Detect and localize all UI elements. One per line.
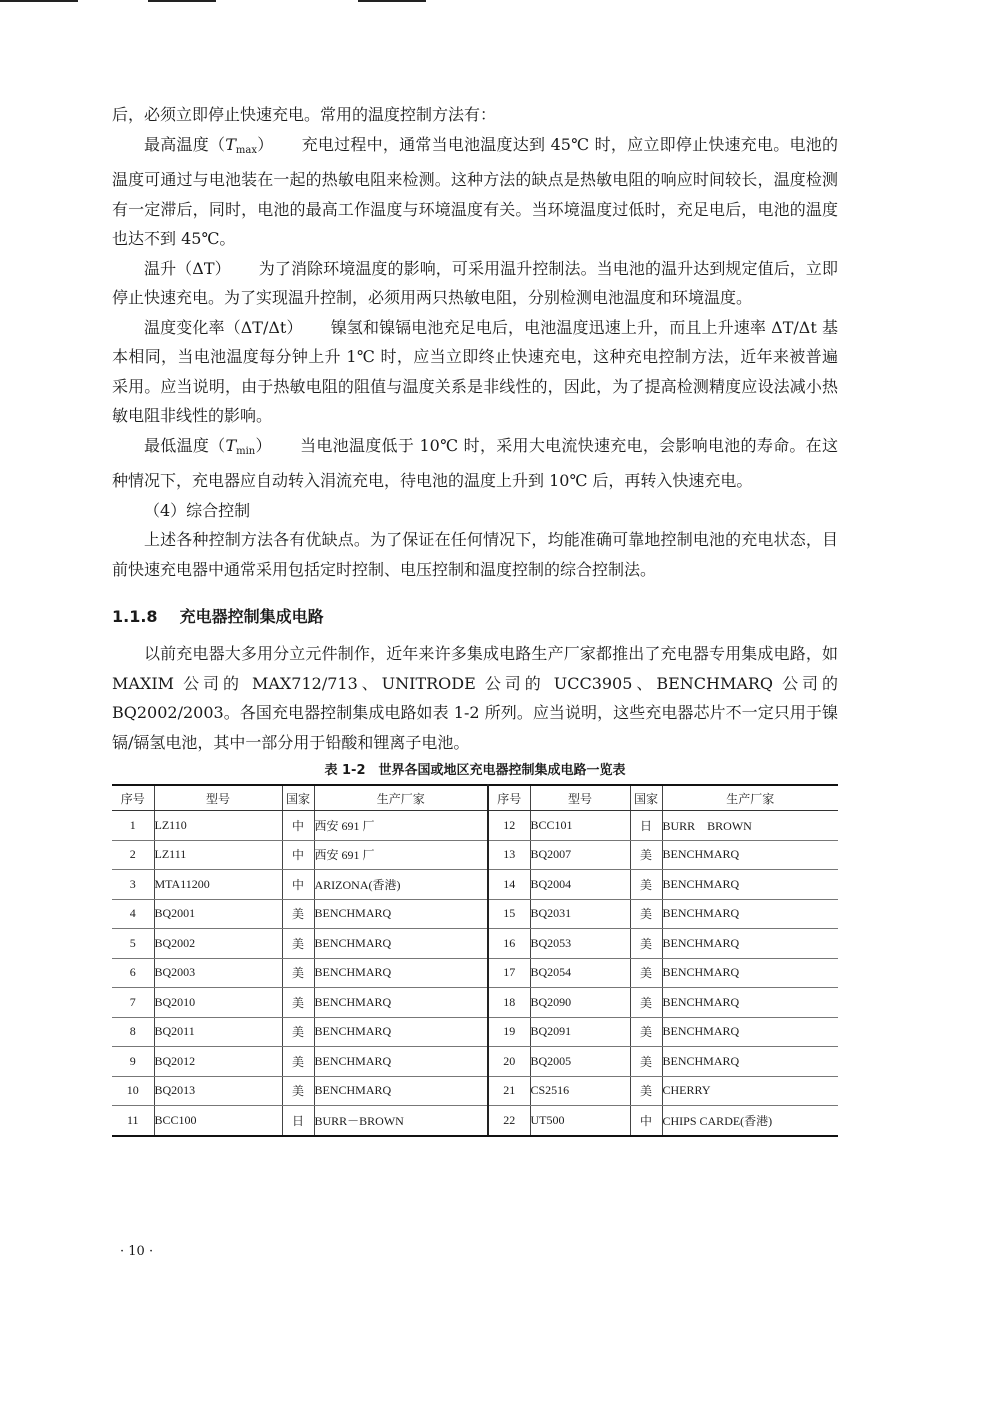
table-cell: MTA11200 xyxy=(154,870,282,900)
table-cell: 美 xyxy=(282,988,314,1018)
table-row xyxy=(112,958,838,988)
table-caption: 表 1-2 世界各国或地区充电器控制集成电路一览表 xyxy=(324,763,626,778)
table-cell: 中 xyxy=(282,811,314,841)
table-row xyxy=(112,988,838,1018)
table-cell: BQ2012 xyxy=(154,1047,282,1077)
table-cell: 美 xyxy=(282,1017,314,1047)
table-cell: 美 xyxy=(630,840,662,870)
method-term: 最高温度$(T_{max})$ xyxy=(144,134,274,156)
table-row xyxy=(112,899,838,929)
table-cell: BQ2054 xyxy=(530,958,630,988)
table-cell: LZ110 xyxy=(154,811,282,841)
table-cell: BQ2013 xyxy=(154,1076,282,1106)
table-cell: BENCHMARQ xyxy=(662,1017,838,1047)
table-cell: 中 xyxy=(282,870,314,900)
table-cell: BQ2090 xyxy=(530,988,630,1018)
table-cell: BQ2053 xyxy=(530,929,630,959)
table-cell: BENCHMARQ xyxy=(314,899,488,929)
table-cell: BQ2007 xyxy=(530,840,630,870)
table-cell: 10 xyxy=(112,1076,154,1106)
table-cell: 16 xyxy=(488,929,530,959)
method-term: 温度变化率（ΔT/Δt） xyxy=(144,317,303,337)
table-cell: 日 xyxy=(630,811,662,841)
table-cell: BQ2001 xyxy=(154,899,282,929)
table-row xyxy=(112,870,838,900)
table-row xyxy=(112,840,838,870)
table-cell: BENCHMARQ xyxy=(314,1047,488,1077)
table-row xyxy=(112,1017,838,1047)
section-number: 1.1.8 xyxy=(112,607,158,626)
table-cell: 12 xyxy=(488,811,530,841)
table-row xyxy=(112,811,838,841)
table-cell: 美 xyxy=(282,899,314,929)
intro-paragraph: 后，必须立即停止快速充电。常用的温度控制方法有： xyxy=(112,105,497,124)
table-row xyxy=(112,929,838,959)
table-cell: BENCHMARQ xyxy=(662,929,838,959)
table-cell: 美 xyxy=(630,1017,662,1047)
table-cell: 美 xyxy=(282,929,314,959)
table-cell: 13 xyxy=(488,840,530,870)
method-temp-rate xyxy=(112,313,838,431)
table-cell: 14 xyxy=(488,870,530,900)
method-min-temp xyxy=(112,431,838,496)
table-cell: 17 xyxy=(488,958,530,988)
table-cell: 18 xyxy=(488,988,530,1018)
table-cell: BQ2004 xyxy=(530,870,630,900)
table-cell: 22 xyxy=(488,1106,530,1136)
table-cell: 日 xyxy=(282,1106,314,1136)
method-text: 充电过程中，通常当电池温度达到 45℃ 时，应立即停止快速充电。电池的温度可通过与电池装在一起的热敏电阻来检测。这种方法的缺点是热敏电阻的响应时间较长，温度检测有一定滞后，同时，电池的最高工作温度与环境温度有关。当环境温度过低时，充足电后，电池的温度也达不到 45℃。 xyxy=(112,134,838,248)
method-text: 为了消除环境温度的影响，可采用温升控制法。当电池的温升达到规定值后，立即停止快速充电。为了实现温升控制，必须用两只热敏电阻，分别检测电池温度和环境温度。 xyxy=(112,258,838,307)
table-cell: BQ2010 xyxy=(154,988,282,1018)
table-cell: 美 xyxy=(630,870,662,900)
method-temp-rise xyxy=(112,254,838,313)
header-cell: 型号 xyxy=(530,785,630,811)
section-title: 充电器控制集成电路 xyxy=(179,607,324,626)
top-rule-2 xyxy=(148,0,216,2)
section-paragraph: 以前充电器大多用分立元件制作，近年来许多集成电路生产厂家都推出了充电器专用集成电路，如 MAXIM 公司的 MAX712/713、UNITRODE 公司的 UCC3905、BENCHMARQ 公司的 BQ2002/2003。各国充电器控制集成电路如表 1-2 所列。应当说明，这些充电器芯片不一定只用于镍镉/镉氢电池，其中一部分用于铅酸和锂离子电池。 xyxy=(112,644,838,752)
table-cell: BQ2011 xyxy=(154,1017,282,1047)
table-cell: 6 xyxy=(112,958,154,988)
table-cell: 西安 691 厂 xyxy=(314,811,488,841)
page-body xyxy=(112,100,838,1137)
table-cell: 11 xyxy=(112,1106,154,1136)
header-cell: 型号 xyxy=(154,785,282,811)
table-cell: 美 xyxy=(630,988,662,1018)
table-cell: BENCHMARQ xyxy=(662,1047,838,1077)
table-cell: BQ2003 xyxy=(154,958,282,988)
table-row xyxy=(112,1106,838,1136)
table-cell: 美 xyxy=(630,1047,662,1077)
method-max-temp xyxy=(112,130,838,254)
table-body xyxy=(112,811,838,1136)
header-cell: 序号 xyxy=(488,785,530,811)
table-cell: 美 xyxy=(282,1076,314,1106)
table-header-row xyxy=(112,785,838,811)
table-row xyxy=(112,1076,838,1106)
table-cell: BENCHMARQ xyxy=(314,988,488,1018)
table-cell: 8 xyxy=(112,1017,154,1047)
table-cell: 9 xyxy=(112,1047,154,1077)
table-cell: BCC101 xyxy=(530,811,630,841)
table-cell: 美 xyxy=(630,958,662,988)
table-cell: CS2516 xyxy=(530,1076,630,1106)
table-cell: 15 xyxy=(488,899,530,929)
subheading-combined-control: （4）综合控制 xyxy=(144,500,251,520)
table-cell: 4 xyxy=(112,899,154,929)
table-cell: 2 xyxy=(112,840,154,870)
table-cell: 3 xyxy=(112,870,154,900)
top-rule-3 xyxy=(358,0,426,2)
ic-table xyxy=(112,784,838,1137)
table-cell: BENCHMARQ xyxy=(662,988,838,1018)
table-cell: BCC100 xyxy=(154,1106,282,1136)
page-number: · 10 · xyxy=(120,1244,154,1259)
section-heading xyxy=(112,604,838,627)
table-cell: 美 xyxy=(630,899,662,929)
table-cell: 5 xyxy=(112,929,154,959)
table-cell: 1 xyxy=(112,811,154,841)
method-term: 最低温度$(T_{min})$ xyxy=(144,435,272,457)
table-cell: CHIPS CARDE(香港) xyxy=(662,1106,838,1136)
table-cell: BQ2005 xyxy=(530,1047,630,1077)
table-cell: 7 xyxy=(112,988,154,1018)
table-cell: 中 xyxy=(630,1106,662,1136)
table-cell: BURR BROWN xyxy=(662,811,838,841)
method-text: 镍氢和镍镉电池充足电后，电池温度迅速上升，而且上升速率 ΔT/Δt 基本相同，当电池温度每分钟上升 1℃ 时，应当立即终止快速充电，这种充电控制方法，近年来被普遍采用。应当说明，由于热敏电阻的阻值与温度关系是非线性的，因此，为了提高检测精度应设法减小热敏电阻非线性的影响。 xyxy=(112,317,838,425)
table-cell: 西安 691 厂 xyxy=(314,840,488,870)
method-text: 当电池温度低于 10℃ 时，采用大电流快速充电，会影响电池的寿命。在这种情况下，充电器应自动转入涓流充电，待电池的温度上升到 10℃ 后，再转入快速充电。 xyxy=(112,435,838,490)
table-cell: 美 xyxy=(282,1047,314,1077)
table-cell: BENCHMARQ xyxy=(662,840,838,870)
table-cell: BENCHMARQ xyxy=(314,958,488,988)
table-cell: BENCHMARQ xyxy=(314,929,488,959)
header-cell: 生产厂家 xyxy=(662,785,838,811)
table-cell: 美 xyxy=(282,958,314,988)
table-cell: ARIZONA(香港) xyxy=(314,870,488,900)
header-cell: 生产厂家 xyxy=(314,785,488,811)
table-cell: BENCHMARQ xyxy=(314,1017,488,1047)
table-cell: BENCHMARQ xyxy=(662,870,838,900)
header-cell: 国家 xyxy=(282,785,314,811)
top-rule-1 xyxy=(0,0,78,2)
table-cell: UT500 xyxy=(530,1106,630,1136)
summary-paragraph: 上述各种控制方法各有优缺点。为了保证在任何情况下，均能准确可靠地控制电池的充电状态，目前快速充电器中通常采用包括定时控制、电压控制和温度控制的综合控制法。 xyxy=(112,530,838,579)
table-cell: BQ2091 xyxy=(530,1017,630,1047)
table-cell: 19 xyxy=(488,1017,530,1047)
table-cell: BENCHMARQ xyxy=(662,899,838,929)
table-cell: BENCHMARQ xyxy=(314,1076,488,1106)
table-cell: 21 xyxy=(488,1076,530,1106)
header-cell: 国家 xyxy=(630,785,662,811)
table-cell: BENCHMARQ xyxy=(662,958,838,988)
header-cell: 序号 xyxy=(112,785,154,811)
table-cell: 20 xyxy=(488,1047,530,1077)
table-cell: LZ111 xyxy=(154,840,282,870)
table-cell: CHERRY xyxy=(662,1076,838,1106)
table-row xyxy=(112,1047,838,1077)
method-term: 温升（ΔT） xyxy=(144,258,231,278)
table-cell: 美 xyxy=(630,929,662,959)
table-cell: BURR－BROWN xyxy=(314,1106,488,1136)
table-cell: 中 xyxy=(282,840,314,870)
table-cell: BQ2031 xyxy=(530,899,630,929)
table-cell: BQ2002 xyxy=(154,929,282,959)
table-cell: 美 xyxy=(630,1076,662,1106)
